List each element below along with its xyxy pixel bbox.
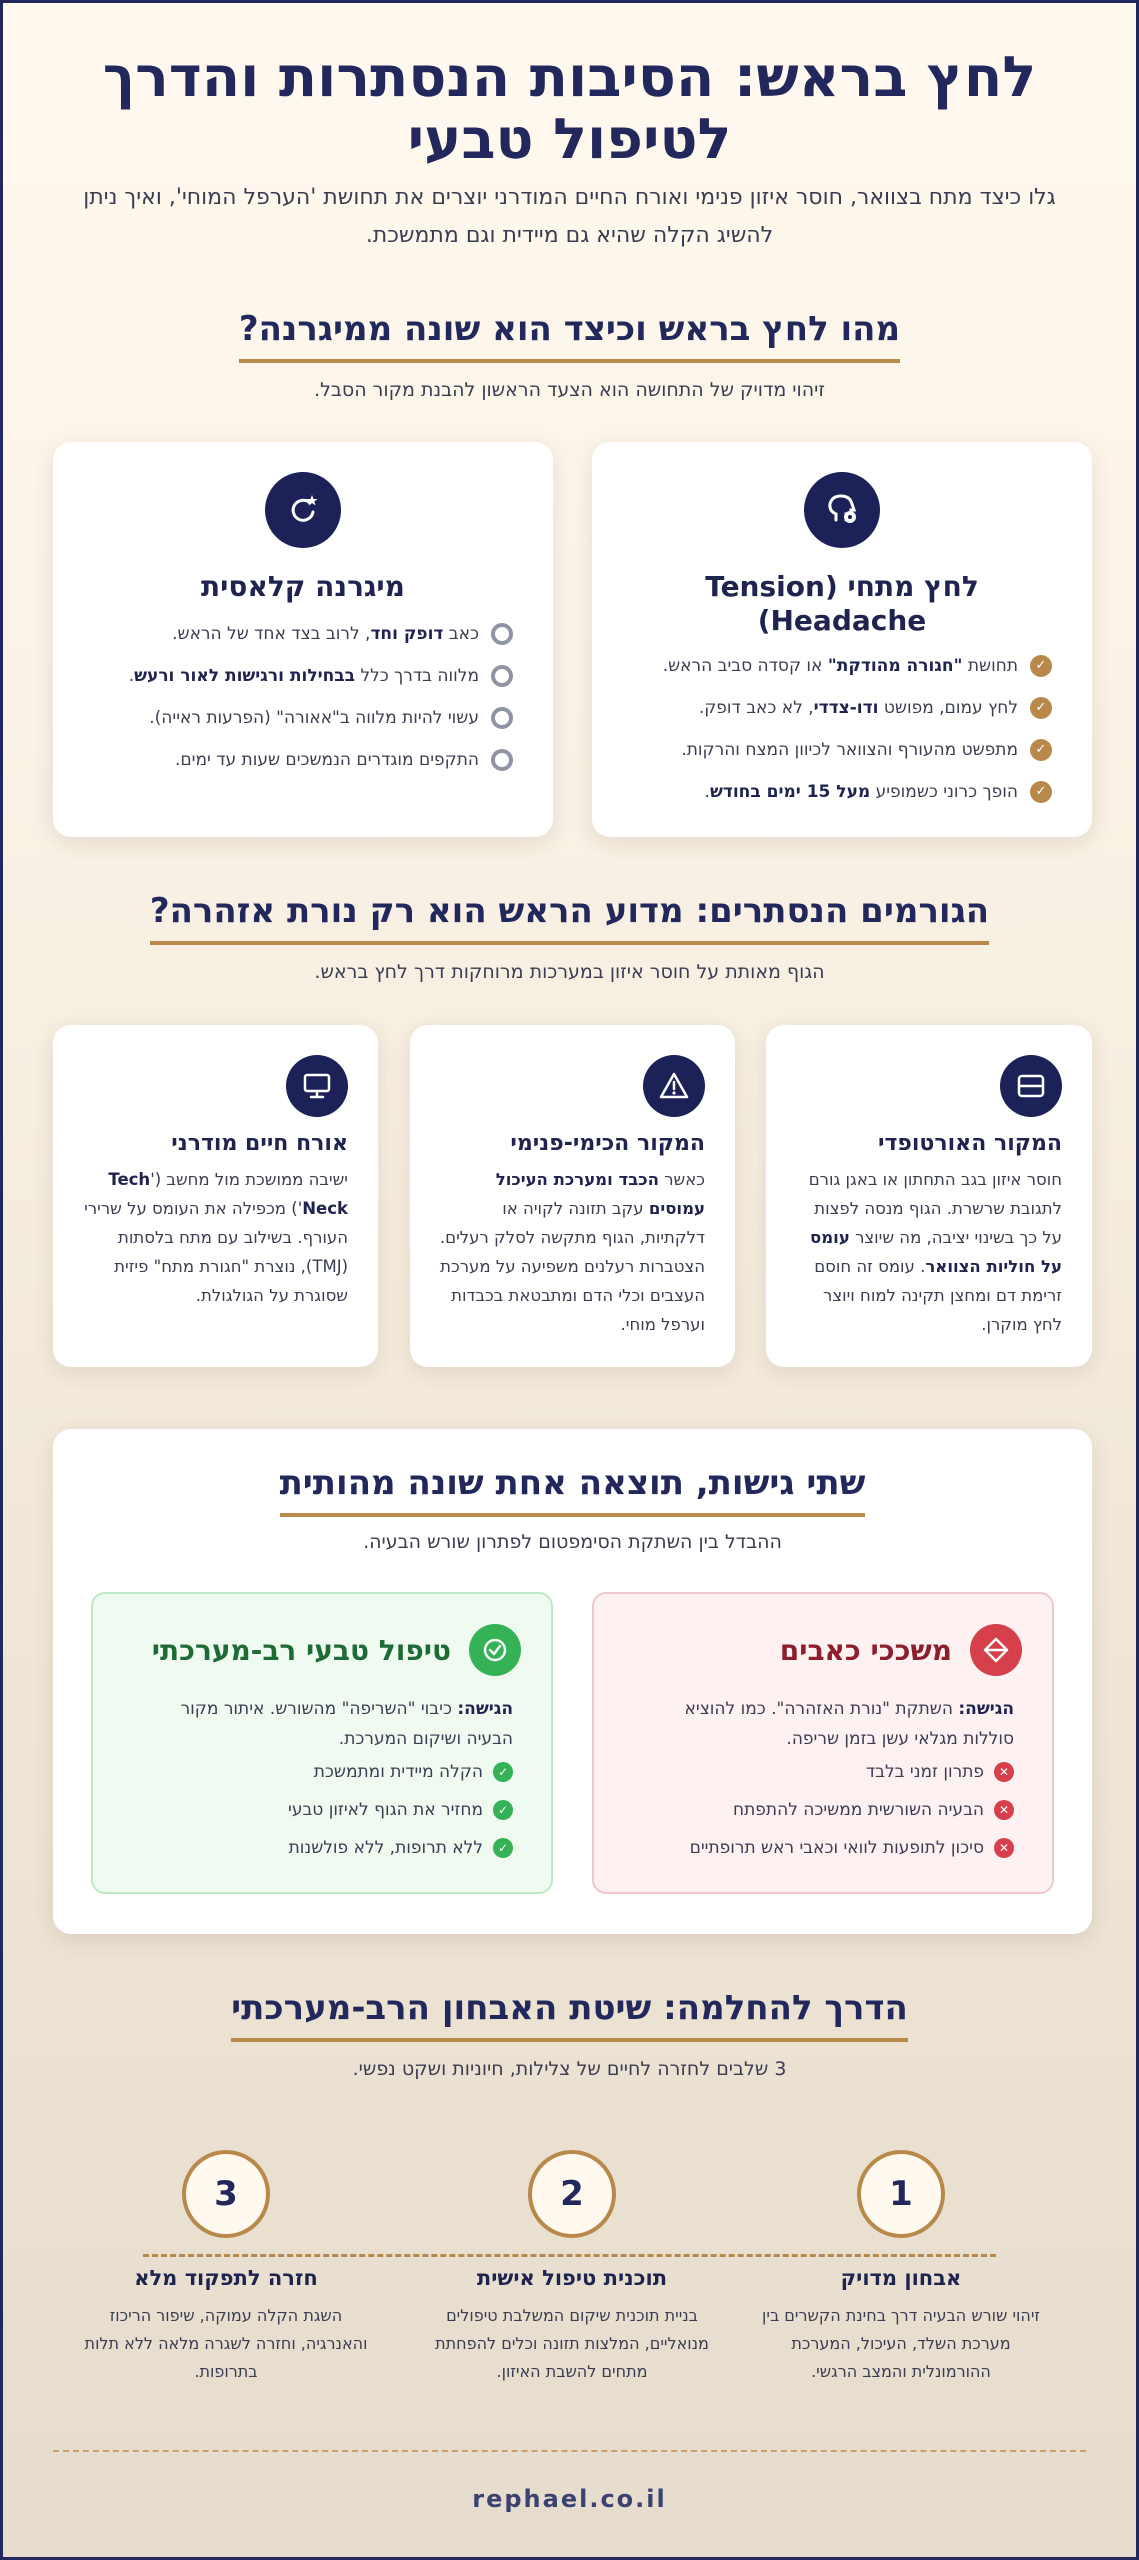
tension-title: לחץ מתחי (Tension Headache) [705, 570, 979, 637]
natural-box [91, 1592, 553, 1894]
section1-subtitle: זיהוי מדויק של התחושה הוא הצעד הראשון להבנת מקור הסבל. [314, 379, 825, 401]
step-1 [741, 2150, 1061, 2386]
list-item: עשוי להיות מלווה ב"אאורה" (הפרעות ראייה). [93, 706, 513, 730]
section1-title-wrap [3, 309, 1136, 363]
check-icon: ✓ [493, 1762, 513, 1782]
section2-title-wrap [3, 891, 1136, 945]
list-item: מלווה בדרך כלל בבחילות ורגישות לאור ורעש. [93, 664, 513, 688]
lifestyle-text: ישיבה ממושכת מול מחשב ('Tech Neck') מכפילה את העומס על שרירי העורף. בשילוב עם מתח בלסתות (TMJ), נוצרת "חגורת מתח" פיזית שסוגרת על הגולגולת. [84, 1170, 348, 1305]
step-3 [66, 2150, 386, 2386]
x-icon: ✕ [994, 1762, 1014, 1782]
list-item: ✕ הבעיה השורשית ממשיכה להתפתח [632, 1800, 1014, 1820]
orthopedic-text: חוסר איזון בגב התחתון או באגן גורם לתגובת שרשרת. הגוף מנסה לפצות על כך בשינוי יציבה, מה שיוצר עומס על חוליות הצוואר. עומס זה חוסם זרימת דם ומחצן תקינה למוח ויוצר לחץ מוקרן. [808, 1170, 1062, 1334]
list-item: ✓ הופך כרוני כשמופיע מעל 15 ימים בחודש. [632, 780, 1052, 804]
list-item: ✓ הקלה מיידית ומתמשכת [131, 1762, 513, 1782]
list-item: ✓ לחץ עמום, מפושט ודו-צדדי, לא כאב דופק. [632, 696, 1052, 720]
section3-subtitle: ההבדל בין השתקת הסימפטום לפתרון שורש הבעיה. [363, 1531, 782, 1553]
check-icon: ✓ [1030, 697, 1052, 719]
comparison-panel [53, 1429, 1092, 1934]
chemical-text: כאשר הכבד ומערכת העיכול עמוסים עקב תזונה לקויה או דלקתיות, הגוף מתקשה לסלק רעלים. הצטברות רעלנים משפיעה על מערכת העצבים וכלי הדם ומתבטאת בכבדות וערפל מוחי. [439, 1170, 705, 1334]
ring-bullet-icon [491, 623, 513, 645]
monitor-icon [286, 1055, 348, 1117]
natural-list [131, 1762, 513, 1876]
painkillers-list [632, 1762, 1014, 1876]
card-stack-icon [1000, 1055, 1062, 1117]
section3-title-wrap [53, 1463, 1092, 1517]
chemical-title: המקור הכימי-פנימי [510, 1131, 705, 1156]
check-icon: ✓ [1030, 739, 1052, 761]
list-item: כאב דופק וחד, לרוב בצד אחד של הראש. [93, 622, 513, 646]
step-text: זיהוי שורש הבעיה דרך בחינת הקשרים בין מערכת השלד, העיכול, המערכת ההורמונלית והמצב הרגשי. [762, 2306, 1040, 2381]
list-item: התקפים מוגדרים הנמשכים שעות עד ימים. [93, 748, 513, 772]
section1-title: מהו לחץ בראש וכיצד הוא שונה ממיגרנה? [239, 309, 900, 363]
ring-bullet-icon [491, 665, 513, 687]
check-icon: ✓ [493, 1838, 513, 1858]
step-title: חזרה לתפקוד מלא [134, 2266, 318, 2290]
x-icon: ✕ [994, 1838, 1014, 1858]
section2-subtitle: הגוף מאותת על חוסר איזון במערכות מרוחקות דרך לחץ בראש. [314, 961, 825, 983]
migraine-title: מיגרנה קלאסית [201, 570, 405, 603]
list-item: ✓ תחושת "חגורה מהודקת" או קסדה סביב הראש. [632, 654, 1052, 678]
list-item: ✕ פתרון זמני בלבד [632, 1762, 1014, 1782]
list-item: ✓ מתפשט מהעורף והצוואר לכיוון המצח והרקות. [632, 738, 1052, 762]
orthopedic-card [766, 1025, 1092, 1367]
step-number: 3 [182, 2150, 270, 2238]
head-gear-icon [804, 472, 880, 548]
painkillers-title: משככי כאבים [779, 1634, 952, 1667]
section4-title-wrap [3, 1988, 1136, 2042]
section3-title: שתי גישות, תוצאה אחת שונה מהותית [280, 1463, 866, 1517]
migraine-list [93, 622, 513, 790]
list-item: ✓ מחזיר את הגוף לאיזון טבעי [131, 1800, 513, 1820]
tension-card [592, 442, 1092, 837]
migraine-card [53, 442, 553, 837]
painkillers-approach: הגישה: השתקת "נורת האזהרה". כמו להוציא סוללות מגלאי עשן בזמן שריפה. [684, 1699, 1014, 1749]
natural-title: טיפול טבעי רב-מערכתי [151, 1634, 451, 1667]
check-icon: ✓ [1030, 781, 1052, 803]
x-icon: ✕ [994, 1800, 1014, 1820]
painkillers-box [592, 1592, 1054, 1894]
pill-icon [970, 1624, 1022, 1676]
lifestyle-title: אורח חיים מודרני [171, 1131, 348, 1156]
footer-site-link[interactable]: rephael.co.il [472, 2485, 667, 2513]
section4-subtitle: 3 שלבים לחזרה לחיים של צלילות, חיוניות ושקט נפשי. [352, 2058, 787, 2080]
tension-list [632, 654, 1052, 822]
section4-title: הדרך להחלמה: שיטת האבחון הרב-מערכתי [231, 1988, 908, 2042]
page-title: לחץ בראש: הסיבות הנסתרות והדרך לטיפול טבעי [102, 45, 1037, 172]
warning-icon [643, 1055, 705, 1117]
lifestyle-card [53, 1025, 378, 1367]
step-text: השגת הקלה עמוקה, שיפור הריכוז והאנרגיה, וחזרה לשגרה מלאה ללא תלות בתרופות. [84, 2306, 368, 2381]
refresh-star-icon [265, 472, 341, 548]
chemical-card [410, 1025, 735, 1367]
list-item: ✕ סיכון לתופעות לוואי וכאבי ראש תרופתיים [632, 1838, 1014, 1858]
section2-title: הגורמים הנסתרים: מדוע הראש הוא רק נורת אזהרה? [150, 891, 989, 945]
step-2 [412, 2150, 732, 2386]
footer-divider [53, 2450, 1086, 2452]
step-number: 1 [857, 2150, 945, 2238]
check-icon: ✓ [493, 1800, 513, 1820]
step-title: תוכנית טיפול אישית [476, 2266, 668, 2290]
ring-bullet-icon [491, 749, 513, 771]
check-circle-icon [469, 1624, 521, 1676]
ring-bullet-icon [491, 707, 513, 729]
orthopedic-title: המקור האורטופדי [878, 1131, 1062, 1156]
list-item: ✓ ללא תרופות, ללא פולשנות [131, 1838, 513, 1858]
step-title: אבחון מדויק [840, 2266, 962, 2290]
step-text: בניית תוכנית שיקום המשלבת טיפולים מנואליים, המלצות תזונה וכלים להפחתת מתחים להשבת האיזון. [435, 2306, 709, 2381]
natural-approach: הגישה: כיבוי "השריפה" מהשורש. איתור מקור הבעיה ושיקום המערכת. [180, 1699, 513, 1749]
step-number: 2 [528, 2150, 616, 2238]
check-icon: ✓ [1030, 655, 1052, 677]
page-subtitle: גלו כיצד מתח בצוואר, חוסר איזון פנימי ואורח החיים המודרני יוצרים את תחושת 'הערפל המוחי', ואיך ניתן להשיג הקלה שהיא גם מיידית וגם מתמשכת. [83, 185, 1056, 248]
